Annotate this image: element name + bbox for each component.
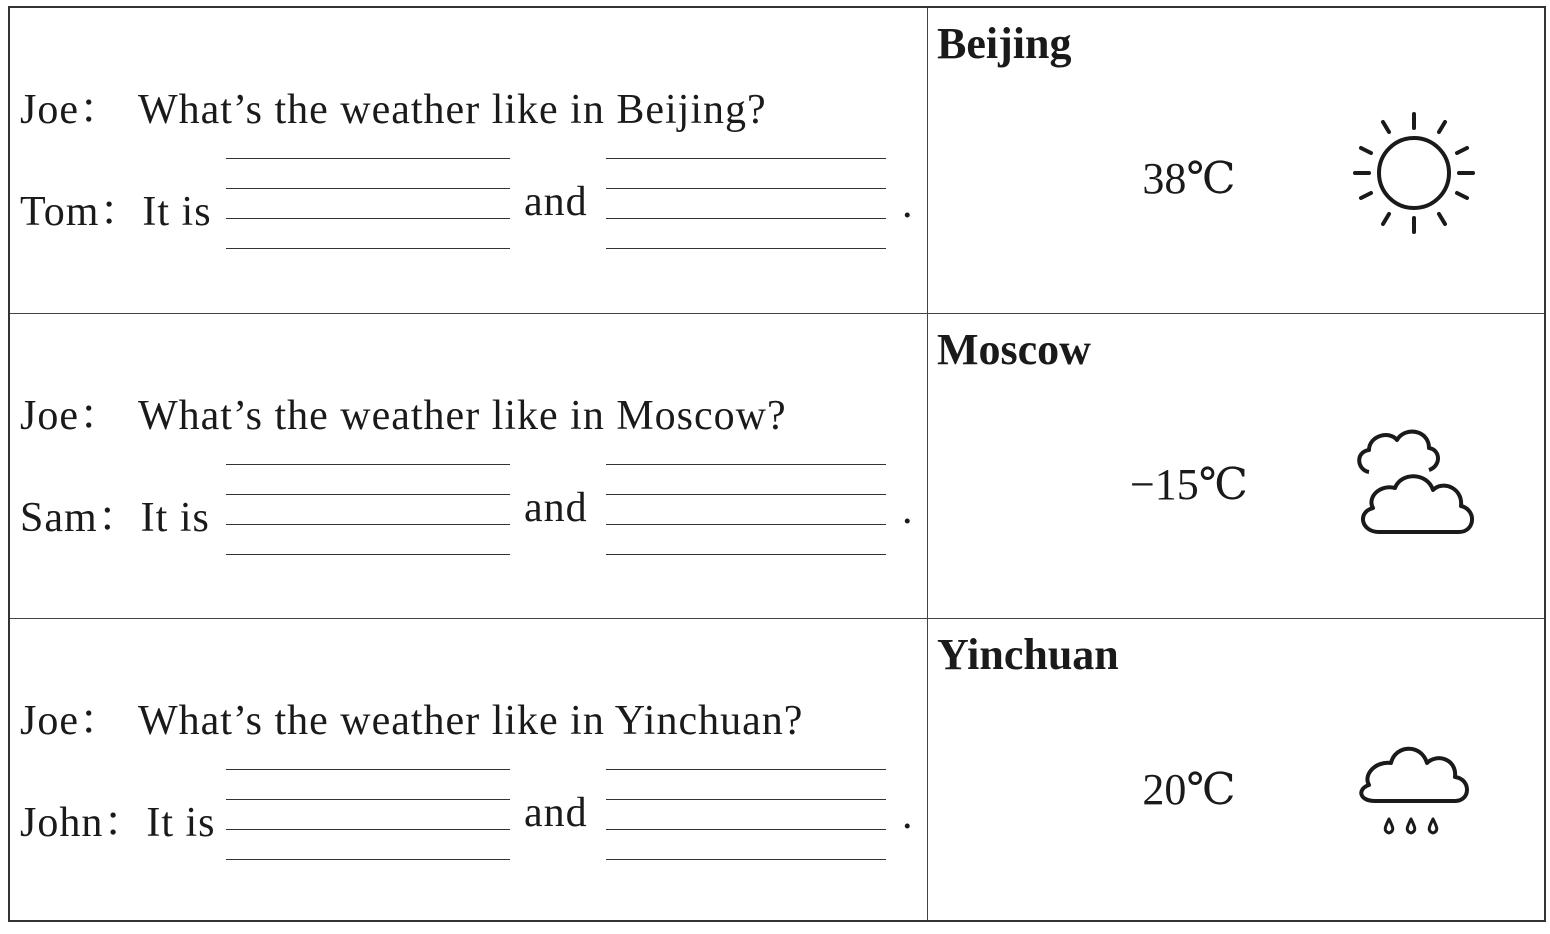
- answer-blank-1[interactable]: [226, 158, 510, 250]
- city-cell: [929, 314, 1544, 618]
- answer-blank-2[interactable]: [606, 769, 886, 861]
- asker-name: Joe：: [20, 698, 122, 744]
- weather-worksheet: [8, 6, 1546, 922]
- question-line: [20, 382, 787, 442]
- answerer-name: John：: [20, 800, 147, 846]
- rain-cloud-icon: [1349, 719, 1479, 849]
- question-text: What’s the weather like in Yinchuan?: [138, 698, 804, 744]
- answer-start-text: It is: [142, 189, 212, 235]
- answer-line: [20, 178, 212, 238]
- connector-word: and: [524, 790, 588, 836]
- answer-blank-1[interactable]: [226, 464, 510, 556]
- connector-word: and: [524, 485, 588, 531]
- column-divider: [927, 619, 928, 920]
- dialogue-cell: [10, 8, 927, 313]
- asker-name: Joe：: [20, 87, 122, 133]
- temperature-value: 20℃: [1142, 765, 1236, 814]
- temperature-value: 38℃: [1142, 154, 1236, 203]
- dialogue-cell: [10, 314, 927, 618]
- column-divider: [927, 314, 928, 618]
- question-line: [20, 687, 803, 747]
- answer-line: [20, 484, 210, 544]
- dialogue-cell: [10, 619, 927, 920]
- asker-name: Joe：: [20, 393, 122, 439]
- cloud-icon: [1349, 414, 1479, 544]
- temperature-value: −15℃: [1129, 460, 1249, 509]
- sun-icon: [1349, 108, 1479, 238]
- column-divider: [927, 8, 928, 313]
- answer-blank-1[interactable]: [226, 769, 510, 861]
- city-name: Yinchuan: [937, 630, 1119, 679]
- answer-start-text: It is: [140, 495, 210, 541]
- answerer-name: Sam：: [20, 495, 141, 541]
- answer-blank-2[interactable]: [606, 464, 886, 556]
- answer-line: [20, 789, 216, 849]
- end-mark: .: [902, 792, 914, 838]
- end-mark: .: [902, 487, 914, 533]
- end-mark: .: [902, 181, 914, 227]
- city-cell: [929, 8, 1544, 313]
- city-name: Beijing: [937, 19, 1072, 68]
- city-cell: [929, 619, 1544, 920]
- city-name: Moscow: [937, 325, 1091, 374]
- answerer-name: Tom：: [20, 189, 143, 235]
- worksheet-row-yinchuan: [10, 618, 1544, 920]
- answer-blank-2[interactable]: [606, 158, 886, 250]
- question-text: What’s the weather like in Beijing?: [138, 87, 767, 133]
- question-text: What’s the weather like in Moscow?: [138, 393, 787, 439]
- worksheet-row-moscow: [10, 313, 1544, 618]
- answer-start-text: It is: [146, 800, 216, 846]
- worksheet-row-beijing: [10, 8, 1544, 313]
- question-line: [20, 76, 767, 136]
- connector-word: and: [524, 179, 588, 225]
